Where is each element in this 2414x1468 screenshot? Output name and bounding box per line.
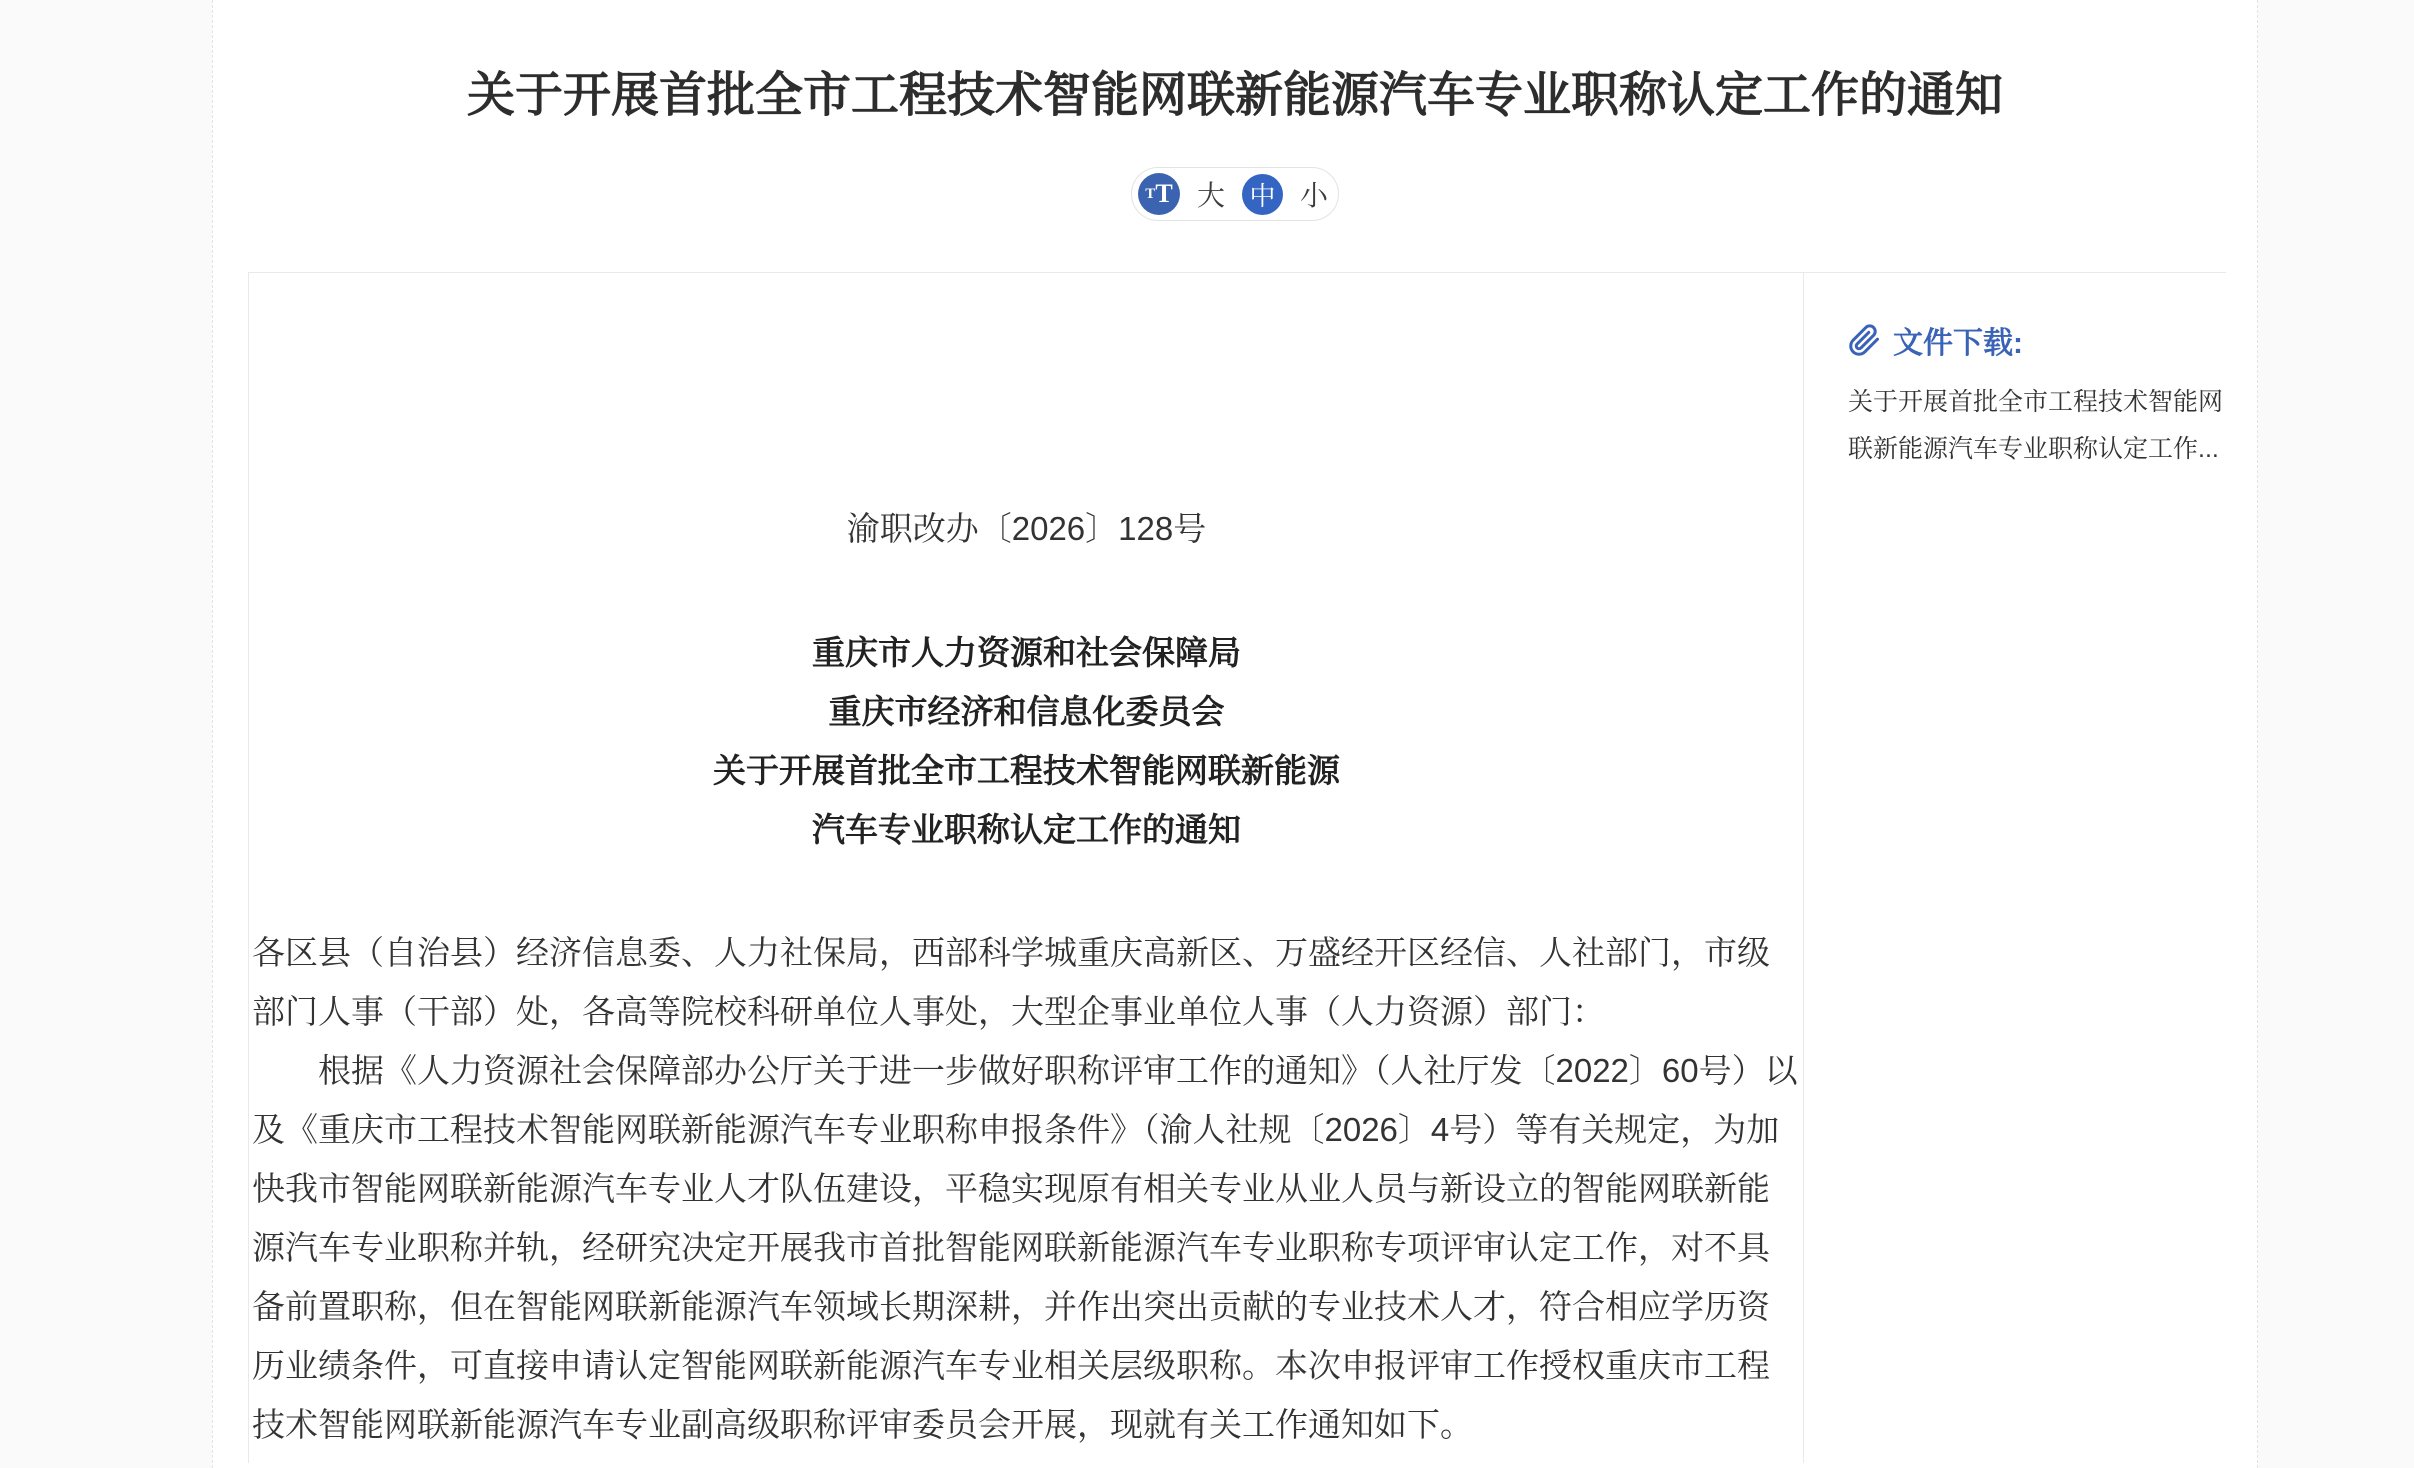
heading-line-3: 关于开展首批全市工程技术智能网联新能源 [713, 752, 1340, 789]
paragraph-main: 根据《人力资源社会保障部办公厅关于进一步做好职称评审工作的通知》（人社厅发〔2022〕60号）以及《重庆市工程技术智能网联新能源汽车专业职称申报条件》（渝人社规〔2026〕4号）等有关规定，为加快我市智能网联新能源汽车专业人才队伍建设，平稳实现原有相关专业从业人员与新设立的智能网联新能源汽车专业职称并轨，经研究决定开展我市首批智能网联新能源汽车专业职称专项评审认定工作，对不具备前置职称，但在智能网联新能源汽车领域长期深耕，并作出突出贡献的专业技术人才，符合相应学历资历业绩条件，可直接申请认定智能网联新能源汽车专业相关层级职称。本次申报评审工作授权重庆市工程技术智能网联新能源汽车专业副高级职称评审委员会开展，现就有关工作通知如下。 [252, 1052, 1798, 1443]
document-headings [252, 623, 1801, 859]
font-size-option-large[interactable]: 大 [1196, 180, 1225, 211]
document-body [252, 923, 1801, 1454]
text-size-icon-small-t: T [1145, 185, 1156, 202]
page-title: 关于开展首批全市工程技术智能网联新能源汽车专业职称认定工作的通知 [466, 69, 2003, 122]
font-size-option-medium[interactable]: 中 [1242, 174, 1283, 215]
download-link[interactable]: 关于开展首批全市工程技术智能网联新能源汽车专业职称认定工作... [1848, 388, 2224, 463]
download-section-header [1848, 318, 2226, 362]
font-size-widget [1131, 167, 1339, 221]
content-section [248, 272, 2226, 1463]
sidebar [1804, 273, 2226, 1463]
heading-line-4: 汽车专业职称认定工作的通知 [812, 811, 1241, 848]
paragraph-greeting: 各区县（自治县）经济信息委、人力社保局，西部科学城重庆高新区、万盛经开区经信、人社部门，市级部门人事（干部）处，各高等院校科研单位人事处，大型企事业单位人事（人力资源）部门： [252, 934, 1770, 1030]
text-size-icon[interactable] [1138, 173, 1180, 215]
content-card [212, 0, 2258, 1468]
text-size-icon-big-t: T [1155, 179, 1173, 208]
heading-line-1: 重庆市人力资源和社会保障局 [812, 634, 1241, 671]
paperclip-icon [1848, 324, 1881, 357]
font-size-option-small[interactable]: 小 [1300, 180, 1329, 211]
download-section-title: 文件下载: [1893, 327, 2023, 360]
document-panel [248, 273, 1804, 1463]
heading-line-2: 重庆市经济和信息化委员会 [828, 693, 1225, 730]
document-number: 渝职改办〔2026〕128号 [846, 510, 1207, 547]
